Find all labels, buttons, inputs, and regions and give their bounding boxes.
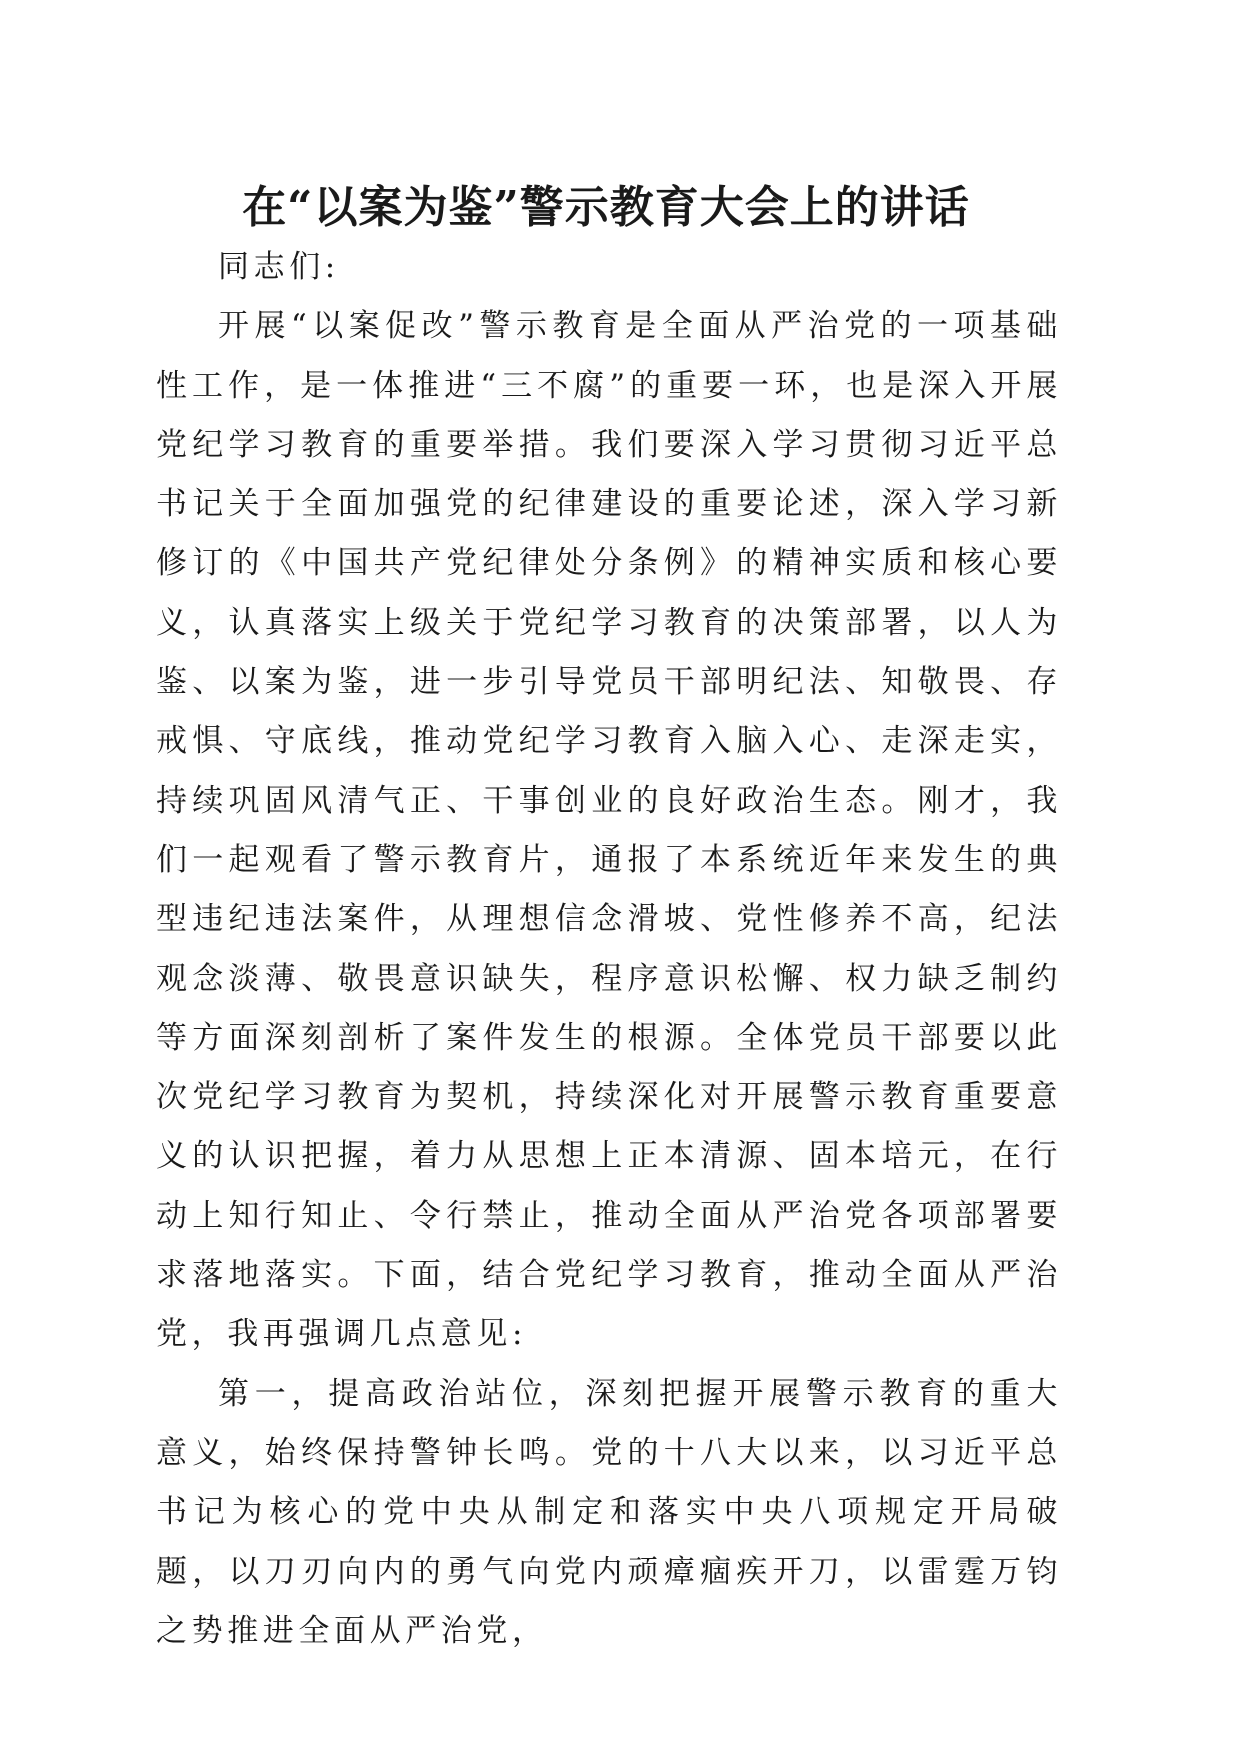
body-paragraph: 开展“以案促改”警示教育是全面从严治党的一项基础性工作，是一体推进“三不腐”的重要一环，也是深入开展党纪学习教育的重要举措。我们要深入学习贯彻习近平总书记关于全面加强党的纪律建设的重要论述，深入学习新修订的《中国共产党纪律处分条例》的精神实质和核心要义，认真落实上级关于党纪学习教育的决策部署，以人为鉴、以案为鉴，进一步引导党员干部明纪法、知敬畏、存戒惧、守底线，推动党纪学习教育入脑入心、走深走实，持续巩固风清气正、干事创业的良好政治生态。刚才，我们一起观看了警示教育片，通报了本系统近年来发生的典型违纪违法案件，从理想信念滑坡、党性修养不高，纪法观念淡薄、敬畏意识缺失，程序意识松懈、权力缺乏制约等方面深刻剖析了案件发生的根源。全体党员干部要以此次党纪学习教育为契机，持续深化对开展警示教育重要意义的认识把握，着力从思想上正本清源、固本培元，在行动上知行知止、令行禁止，推动全面从严治党各项部署要求落地落实。下面，结合党纪学习教育，推动全面从严治党，我再强调几点意见: — [156, 308, 1062, 1353]
salutation: 同志们: — [218, 249, 340, 285]
document-title: 在“以案为鉴”警示教育大会上的讲话 — [242, 182, 970, 233]
body-paragraph: 第一，提高政治站位，深刻把握开展警示教育的重大意义，始终保持警钟长鸣。党的十八大以来，以习近平总书记为核心的党中央从制定和落实中央八项规定开局破题，以刀刃向内的勇气向党内顽瘴痼疾开刀，以雷霆万钧之势推进全面从严治党， — [156, 1375, 1062, 1649]
document-body — [156, 238, 1062, 1661]
